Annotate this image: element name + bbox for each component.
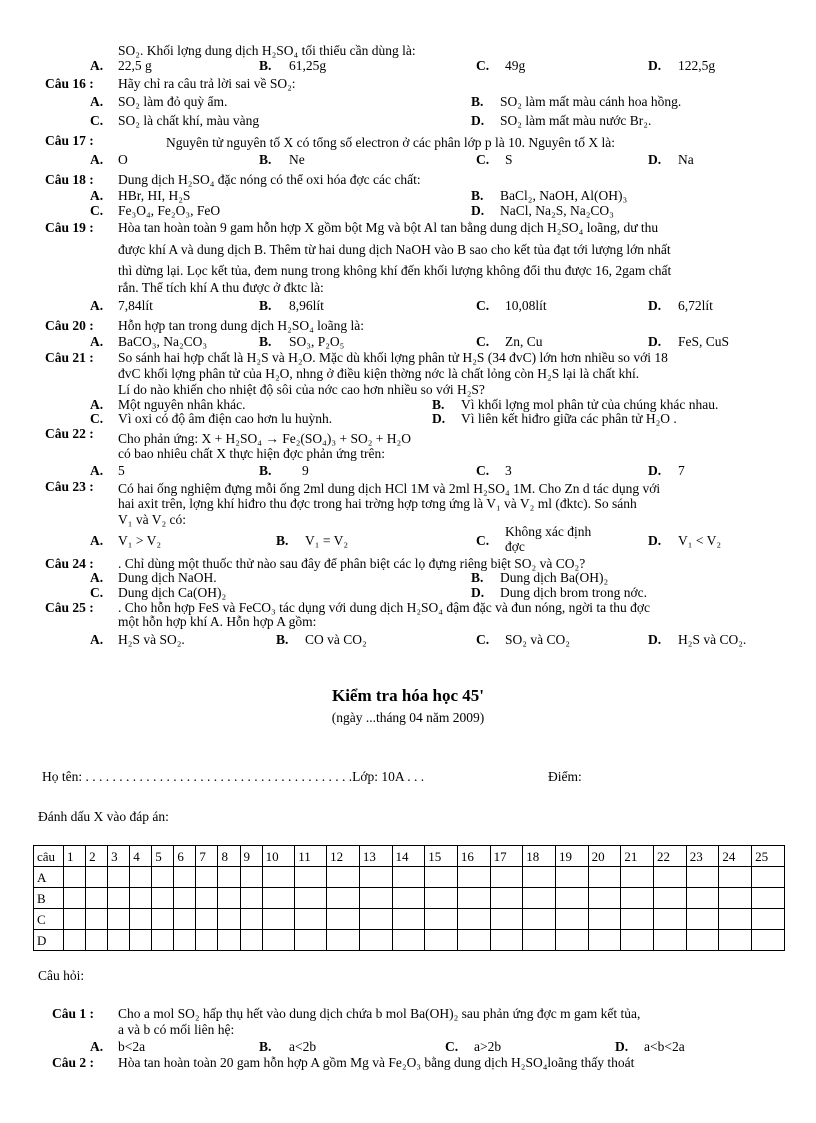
option-letter: B.	[432, 397, 445, 412]
answer-cell[interactable]	[425, 888, 458, 909]
grid-col-header: 8	[218, 846, 240, 867]
option-d: 6,72lít	[678, 298, 713, 313]
option-letter: D.	[648, 152, 662, 167]
answer-cell[interactable]	[196, 909, 218, 930]
option-d: 122,5g	[678, 58, 716, 73]
answer-cell[interactable]	[523, 909, 556, 930]
option-letter: B.	[471, 94, 484, 109]
question-text: Nguyên tử nguyên tố X có tổng số electron ở các phân lớp p là 10. Nguyên tố X là:	[166, 135, 615, 150]
option-letter: D.	[648, 334, 662, 349]
option-d: Dung dịch brom trong nớc.	[500, 585, 647, 600]
option-b: SO₂ làm mất màu cánh hoa hồng.	[500, 94, 682, 109]
grid-col-header: 11	[295, 846, 327, 867]
answer-cell[interactable]	[752, 867, 785, 888]
question-text: SO₂. Khối lợng dung dịch H₂SO₄ tối thiểu cần dùng là:	[118, 43, 416, 58]
answer-cell[interactable]	[359, 867, 392, 888]
option-letter: D.	[648, 463, 662, 478]
answer-cell[interactable]	[64, 867, 86, 888]
option-a: 22,5 g	[118, 58, 152, 73]
option-b: 8,96lít	[289, 298, 324, 313]
answer-cell[interactable]	[240, 909, 262, 930]
option-d: V₁ < V₂	[678, 533, 722, 548]
option-letter: D.	[648, 632, 662, 647]
answer-cell[interactable]	[262, 909, 295, 930]
answer-cell[interactable]	[359, 888, 392, 909]
option-letter: A.	[90, 94, 104, 109]
option-letter: B.	[259, 1039, 272, 1054]
option-letter: D.	[471, 203, 485, 218]
answer-cell[interactable]	[108, 888, 130, 909]
option-c: S	[505, 152, 513, 167]
answer-cell[interactable]	[64, 909, 86, 930]
option-b: Vì khối lợng mol phân tử của chúng khác nhau.	[461, 397, 719, 412]
grid-row-header: D	[34, 930, 64, 951]
answer-cell[interactable]	[425, 909, 458, 930]
answer-cell[interactable]	[64, 930, 86, 951]
answer-cell[interactable]	[490, 888, 523, 909]
answer-cell[interactable]	[108, 867, 130, 888]
answer-cell[interactable]	[392, 909, 425, 930]
option-c: Dung dịch Ca(OH)₂	[118, 585, 227, 600]
answer-cell[interactable]	[174, 930, 196, 951]
answer-cell[interactable]	[174, 867, 196, 888]
option-b: BaCl₂, NaOH, Al(OH)₃	[500, 188, 628, 203]
option-d: Vì liên kết hiđro giữa các phân tử H₂O .	[461, 411, 677, 426]
option-letter: B.	[259, 334, 272, 349]
answer-cell[interactable]	[218, 909, 240, 930]
option-d: a<b<2a	[644, 1039, 685, 1054]
answer-cell[interactable]	[392, 930, 425, 951]
instruction-text: Đánh dấu X vào đáp án:	[38, 809, 169, 824]
answer-cell[interactable]	[392, 867, 425, 888]
answer-cell[interactable]	[327, 867, 360, 888]
option-letter: A.	[90, 188, 104, 203]
answer-cell[interactable]	[218, 888, 240, 909]
option-a: HBr, HI, H₂S	[118, 188, 191, 203]
answer-cell[interactable]	[174, 909, 196, 930]
option-a: BaCO₃, Na₂CO₃	[118, 334, 208, 349]
question-label: Câu 24 :	[45, 556, 94, 571]
answer-cell[interactable]	[555, 888, 588, 909]
option-letter: A.	[90, 533, 104, 548]
answer-cell[interactable]	[621, 888, 654, 909]
questions-heading: Câu hỏi:	[38, 968, 85, 983]
question-text: rắn. Thể tích khí A thu được ở đktc là:	[118, 280, 324, 295]
question-text: a và b có mối liên hệ:	[118, 1022, 235, 1037]
answer-grid	[33, 845, 785, 951]
option-c: 49g	[505, 58, 526, 73]
option-d: NaCl, Na₂S, Na₂CO₃	[500, 203, 614, 218]
answer-cell[interactable]	[555, 867, 588, 888]
option-letter: D.	[648, 58, 662, 73]
answer-cell[interactable]	[152, 867, 174, 888]
option-a: 5	[118, 463, 125, 478]
question-text: thì dừng lại. Lọc kết tủa, đem nung trong không khí đến khối lượng không đổi thu được 16, 2gam chất	[118, 263, 672, 278]
answer-cell[interactable]	[425, 867, 458, 888]
answer-cell[interactable]	[588, 909, 621, 930]
answer-cell[interactable]	[752, 909, 785, 930]
question-label: Câu 21 :	[45, 350, 94, 365]
grid-col-header: 19	[555, 846, 588, 867]
answer-cell[interactable]	[719, 909, 752, 930]
answer-cell[interactable]	[457, 888, 490, 909]
option-letter: D.	[615, 1039, 629, 1054]
grid-row	[34, 867, 785, 888]
answer-cell[interactable]	[654, 888, 687, 909]
question-label: Câu 18 :	[45, 172, 94, 187]
option-letter: A.	[90, 632, 104, 647]
question-text: So sánh hai hợp chất là H₂S và H₂O. Mặc dù khối lợng phân tử H₂S (34 đvC) lớn hơn nhiều so với 18	[118, 350, 668, 365]
exam-date: (ngày ...tháng 04 năm 2009)	[331, 710, 485, 725]
question-text: Có hai ống nghiệm đựng mỗi ống 2ml dung dịch HCl 1M và 2ml H₂SO₄ 1M. Cho Zn d tác dụng với	[118, 481, 661, 496]
option-letter: A.	[90, 397, 104, 412]
question-text: Lí do nào khiến cho nhiệt độ sôi của nớc cao hơn nhiều so với H₂S?	[118, 382, 485, 397]
answer-cell[interactable]	[588, 867, 621, 888]
answer-cell[interactable]	[588, 888, 621, 909]
question-label: Câu 16 :	[45, 76, 94, 91]
question-text: Hòa tan hoàn toàn 20 gam hỗn hợp A gồm Mg và Fe₂O₃ bằng dung dịch H₂SO₄loãng thấy thoát	[118, 1055, 635, 1070]
question-text: đvC khối lợng phân tử của H₂O, nhng ở điều kiện thờng nớc là chất lỏng còn H₂S lại là chất khí.	[118, 366, 640, 381]
answer-cell[interactable]	[196, 930, 218, 951]
option-letter: C.	[476, 632, 490, 647]
answer-cell[interactable]	[86, 888, 108, 909]
answer-cell[interactable]	[588, 930, 621, 951]
grid-row	[34, 888, 785, 909]
option-letter: C.	[90, 113, 104, 128]
grid-col-header: 17	[490, 846, 523, 867]
option-c: SO₂ là chất khí, màu vàng	[118, 113, 260, 128]
answer-cell[interactable]	[86, 867, 108, 888]
answer-cell[interactable]	[392, 888, 425, 909]
option-letter: B.	[259, 298, 272, 313]
answer-cell[interactable]	[490, 867, 523, 888]
answer-cell[interactable]	[262, 867, 295, 888]
answer-cell[interactable]	[654, 867, 687, 888]
question-text: được khí A và dung dịch B. Thêm từ hai dung dịch NaOH vào B sao cho kết tủa đạt tới lượng lớn nhất	[118, 242, 671, 257]
question-text: Hòa tan hoàn toàn 9 gam hỗn hợp X gồm bột Mg và bột Al tan bằng dung dịch H₂SO₄ loãng, dư thu	[118, 220, 659, 235]
answer-cell[interactable]	[152, 909, 174, 930]
option-b: 61,25g	[289, 58, 327, 73]
option-letter: D.	[648, 533, 662, 548]
answer-cell[interactable]	[240, 930, 262, 951]
grid-col-header: 1	[64, 846, 86, 867]
answer-cell[interactable]	[555, 909, 588, 930]
answer-cell[interactable]	[262, 930, 295, 951]
option-letter: A.	[90, 463, 104, 478]
answer-cell[interactable]	[719, 930, 752, 951]
question-label: Câu 25 :	[45, 600, 94, 615]
question-text: . Chỉ dùng một thuốc thử nào sau đây để phân biệt các lọ đựng riêng biệt SO₂ và CO₂?	[118, 556, 586, 571]
question-text: Cho a mol SO₂ hấp thụ hết vào dung dịch chứa b mol Ba(OH)₂ sau phản ứng đợc m gam kết tủa,	[118, 1006, 641, 1021]
answer-cell[interactable]	[555, 930, 588, 951]
grid-row-header: C	[34, 909, 64, 930]
grid-row	[34, 909, 785, 930]
answer-cell[interactable]	[240, 867, 262, 888]
score-label: Điểm:	[548, 769, 582, 784]
grid-col-header: 2	[86, 846, 108, 867]
answer-cell[interactable]	[196, 867, 218, 888]
answer-cell[interactable]	[719, 867, 752, 888]
grid-col-header: 22	[654, 846, 687, 867]
option-letter: D.	[432, 411, 446, 426]
answer-cell[interactable]	[457, 867, 490, 888]
question-text: hai axit trên, lợng khí hiđro thu đợc trong hai trờng hợp tơng ứng là V₁ và V₂ ml (đktc). So sánh	[118, 496, 637, 511]
grid-col-header: 7	[196, 846, 218, 867]
option-b: 9	[302, 463, 309, 478]
answer-cell[interactable]	[130, 930, 152, 951]
answer-cell[interactable]	[240, 888, 262, 909]
answer-cell[interactable]	[686, 909, 719, 930]
option-c: 10,08lít	[505, 298, 547, 313]
option-b: a<2b	[289, 1039, 317, 1054]
option-c: Không xác định	[505, 524, 592, 539]
option-c: 3	[505, 463, 512, 478]
answer-cell[interactable]	[218, 867, 240, 888]
option-a: 7,84lít	[118, 298, 153, 313]
student-info-line: Họ tên: . . . . . . . . . . . . . . . . . . . . . . . . . . . . . . . . . . . . . . . .Lớp: 10A . . .	[42, 769, 425, 784]
answer-cell[interactable]	[490, 930, 523, 951]
answer-cell[interactable]	[359, 909, 392, 930]
option-b: Dung dịch Ba(OH)₂	[500, 570, 609, 585]
answer-cell[interactable]	[130, 888, 152, 909]
answer-cell[interactable]	[654, 930, 687, 951]
option-letter: B.	[259, 463, 272, 478]
question-text: . Cho hỗn hợp FeS và FeCO₃ tác dụng với dung dịch H₂SO₄ đậm đặc và đun nóng, ngời ta thu đợc	[118, 600, 650, 615]
answer-cell[interactable]	[523, 867, 556, 888]
option-letter: A.	[90, 334, 104, 349]
answer-cell[interactable]	[130, 909, 152, 930]
option-letter: C.	[476, 298, 490, 313]
answer-cell[interactable]	[130, 867, 152, 888]
answer-cell[interactable]	[425, 930, 458, 951]
option-a: V₁ > V₂	[118, 533, 162, 548]
question-text: một hỗn hợp khí A. Hỗn hợp A gồm:	[118, 614, 317, 629]
option-letter: D.	[471, 113, 485, 128]
option-b: Ne	[289, 152, 305, 167]
grid-row-header: A	[34, 867, 64, 888]
answer-cell[interactable]	[327, 930, 360, 951]
answer-cell[interactable]	[327, 888, 360, 909]
question-label: Câu 20 :	[45, 318, 94, 333]
option-letter: B.	[259, 152, 272, 167]
grid-col-header: 21	[621, 846, 654, 867]
grid-row	[34, 930, 785, 951]
question-label: Câu 17 :	[45, 133, 94, 148]
option-letter: B.	[276, 632, 289, 647]
question-text: Hãy chỉ ra câu trả lời sai về SO₂:	[118, 76, 296, 91]
option-a: Một nguyên nhân khác.	[118, 397, 246, 412]
answer-cell[interactable]	[327, 909, 360, 930]
option-letter: D.	[471, 585, 485, 600]
grid-row	[34, 846, 785, 867]
option-letter: C.	[445, 1039, 459, 1054]
answer-cell[interactable]	[457, 930, 490, 951]
option-letter: C.	[476, 58, 490, 73]
answer-cell[interactable]	[719, 888, 752, 909]
grid-col-header: 24	[719, 846, 752, 867]
answer-cell[interactable]	[523, 930, 556, 951]
option-d: SO₂ làm mất màu nước Br₂.	[500, 113, 652, 128]
answer-cell[interactable]	[196, 888, 218, 909]
answer-cell[interactable]	[262, 888, 295, 909]
grid-col-header: 20	[588, 846, 621, 867]
option-d: Na	[678, 152, 694, 167]
grid-row-header: câu	[34, 846, 64, 867]
exam-title: Kiểm tra hóa học 45'	[331, 686, 485, 705]
answer-cell[interactable]	[295, 909, 327, 930]
question-text: có bao nhiêu chất X thực hiện đợc phản ứng trên:	[118, 446, 385, 461]
grid-col-header: 10	[262, 846, 295, 867]
answer-cell[interactable]	[295, 930, 327, 951]
question-text: Hỗn hợp tan trong dung dịch H₂SO₄ loãng là:	[118, 318, 365, 333]
option-letter: C.	[90, 411, 104, 426]
option-letter: C.	[476, 463, 490, 478]
option-a: SO₂ làm đỏ quỳ ẩm.	[118, 94, 228, 109]
answer-cell[interactable]	[86, 930, 108, 951]
option-letter: C.	[90, 203, 104, 218]
question-text: Cho phản ứng: X + H₂SO₄ → Fe₂(SO₄)₃ + SO₂ + H₂O	[118, 431, 411, 446]
answer-cell[interactable]	[490, 909, 523, 930]
question-text: V₁ và V₂ có:	[118, 512, 187, 527]
question-label: Câu 2 :	[52, 1055, 95, 1070]
answer-cell[interactable]	[654, 909, 687, 930]
grid-col-header: 4	[130, 846, 152, 867]
grid-col-header: 16	[457, 846, 490, 867]
grid-col-header: 18	[523, 846, 556, 867]
grid-col-header: 14	[392, 846, 425, 867]
option-a: b<2a	[118, 1039, 146, 1054]
option-letter: B.	[276, 533, 289, 548]
option-c: Vì oxi có độ âm điện cao hơn lu huỳnh.	[118, 411, 333, 426]
option-c: Fe₃O₄, Fe₂O₃, FeO	[118, 203, 221, 218]
option-a: H₂S và SO₂.	[118, 632, 185, 647]
answer-cell[interactable]	[86, 909, 108, 930]
grid-col-header: 12	[327, 846, 360, 867]
option-c: Zn, Cu	[505, 334, 543, 349]
grid-col-header: 6	[174, 846, 196, 867]
option-letter: B.	[471, 188, 484, 203]
option-c: SO₂ và CO₂	[505, 632, 570, 647]
question-label: Câu 1 :	[52, 1006, 95, 1021]
grid-col-header: 23	[686, 846, 719, 867]
answer-cell[interactable]	[457, 909, 490, 930]
option-letter: A.	[90, 298, 104, 313]
answer-cell[interactable]	[621, 930, 654, 951]
answer-cell[interactable]	[108, 909, 130, 930]
option-b: V₁ = V₂	[305, 533, 349, 548]
answer-cell[interactable]	[621, 909, 654, 930]
grid-col-header: 3	[108, 846, 130, 867]
option-letter: A.	[90, 570, 104, 585]
answer-cell[interactable]	[686, 930, 719, 951]
answer-cell[interactable]	[359, 930, 392, 951]
option-b: CO và CO₂	[305, 632, 367, 647]
grid-col-header: 5	[152, 846, 174, 867]
answer-cell[interactable]	[218, 930, 240, 951]
option-d: FeS, CuS	[678, 334, 730, 349]
option-letter: C.	[476, 334, 490, 349]
option-letter: A.	[90, 58, 104, 73]
grid-row-header: B	[34, 888, 64, 909]
answer-cell[interactable]	[295, 867, 327, 888]
option-d: H₂S và CO₂.	[678, 632, 747, 647]
question-label: Câu 23 :	[45, 479, 94, 494]
answer-cell[interactable]	[152, 930, 174, 951]
option-letter: B.	[259, 58, 272, 73]
question-label: Câu 19 :	[45, 220, 94, 235]
option-a: Dung dịch NaOH.	[118, 570, 217, 585]
option-letter: C.	[476, 533, 490, 548]
option-c: a>2b	[474, 1039, 502, 1054]
option-letter: C.	[90, 585, 104, 600]
answer-cell[interactable]	[295, 888, 327, 909]
option-letter: D.	[648, 298, 662, 313]
question-text: Dung dịch H₂SO₄ đặc nóng có thể oxi hóa đợc các chất:	[118, 172, 421, 187]
answer-cell[interactable]	[108, 930, 130, 951]
answer-cell[interactable]	[752, 930, 785, 951]
answer-cell[interactable]	[64, 888, 86, 909]
grid-col-header: 9	[240, 846, 262, 867]
grid-col-header: 15	[425, 846, 458, 867]
option-d: 7	[678, 463, 685, 478]
answer-cell[interactable]	[523, 888, 556, 909]
answer-cell[interactable]	[686, 867, 719, 888]
answer-cell[interactable]	[152, 888, 174, 909]
grid-col-header: 25	[752, 846, 785, 867]
option-b: SO₃, P₂O₅	[289, 334, 345, 349]
answer-cell[interactable]	[174, 888, 196, 909]
option-letter: A.	[90, 1039, 104, 1054]
answer-cell[interactable]	[686, 888, 719, 909]
option-letter: C.	[476, 152, 490, 167]
option-letter: B.	[471, 570, 484, 585]
answer-cell[interactable]	[621, 867, 654, 888]
option-c-line2: đợc	[505, 539, 525, 554]
question-label: Câu 22 :	[45, 426, 94, 441]
grid-col-header: 13	[359, 846, 392, 867]
option-letter: A.	[90, 152, 104, 167]
answer-cell[interactable]	[752, 888, 785, 909]
option-a: O	[118, 152, 128, 167]
